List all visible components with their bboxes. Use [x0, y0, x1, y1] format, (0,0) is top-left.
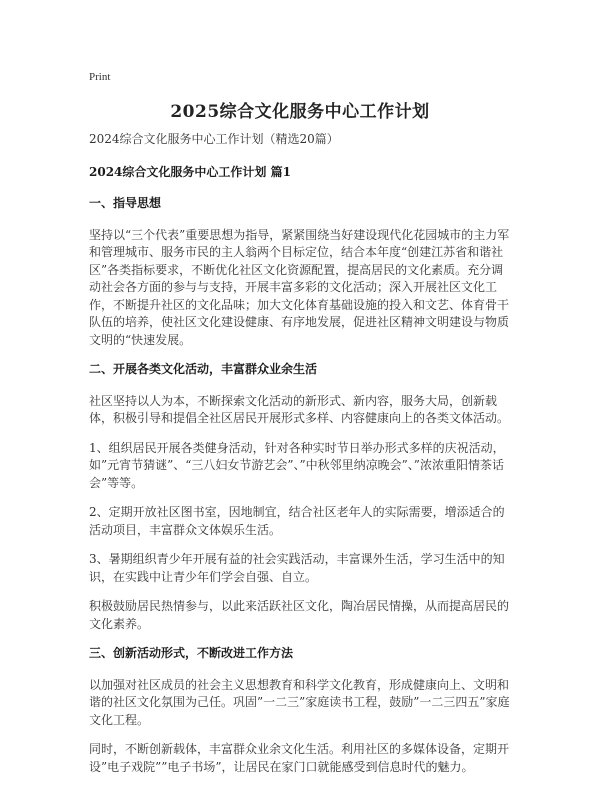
paragraph: 坚持以“三个代表”重要思想为指导，紧紧围绕当好建设现代化花园城市的主力军和管理城市、服务市民的主人翁两个目标定位，结合本年度“创建江苏省和谐社区”各类指标要求，不断优化社区文化资源配置，提高居民的文化素质。充分调动社会各方面的参与与支持，开展丰富多彩的文化活动；深入开展社区文化工作，不断提升社区的文化品味；加大文化体育基础设施的投入和文艺、体育骨干队伍的培养，使社区文化建设健康、有序地发展，促进社区精神文明建设与物质文明的“快速发展。	[89, 227, 510, 347]
paragraph: 同时，不断创新载体，丰富群众业余文化生活。利用社区的多媒体设备，定期开设”电子戏院””电子书场”，让居民在家门口就能感受到信息时代的魅力。	[89, 742, 510, 774]
paragraph: 1、组织居民开展各类健身活动，针对各种实时节日举办形式多样的庆祝活动，如”元宵节猜谜”、“三八妇女节游艺会”、”中秋邻里纳凉晚会”、”浓浓重阳情茶话会”等等。	[89, 440, 505, 490]
document-subtitle: 2024综合文化服务中心工作计划（精选20篇）	[89, 132, 339, 146]
document-title: 2025综合文化服务中心工作计划	[170, 102, 430, 122]
section-heading-guiding-ideology: 一、指导思想	[89, 196, 162, 210]
section-heading-innovate-methods: 三、创新活动形式，不断改进工作方法	[89, 646, 294, 660]
article-heading: 2024综合文化服务中心工作计划 篇1	[89, 164, 291, 179]
paragraph: 2、定期开放社区图书室，因地制宜，结合社区老年人的实际需要，增添适合的活动项目，丰富群众文体娱乐生活。	[89, 505, 505, 537]
document-content	[89, 131, 514, 788]
print-label: Print	[89, 71, 111, 83]
section-heading-cultural-activities: 二、开展各类文化活动，丰富群众业余生活	[89, 362, 318, 376]
paragraph: 社区坚持以人为本，不断探索文化活动的新形式、新内容，服务大局，创新载体，积极引导和提倡全社区居民开展形式多样、内容健康向上的各类文体活动。	[89, 393, 510, 425]
paragraph: 以加强对社区成员的社会主义思想教育和科学文化教育，形成健康向上、文明和谐的社区文化氛围为己任。巩固”一二三”家庭读书工程，鼓励”一二三四五”家庭文化工程。	[89, 677, 510, 727]
paragraph: 积极鼓励居民热情参与，以此来活跃社区文化，陶冶居民情操，从而提高居民的文化素养。	[89, 599, 510, 631]
paragraph: 3、暑期组织青少年开展有益的社会实践活动，丰富课外生活，学习生活中的知识，在实践中让青少年们学会自强、自立。	[89, 552, 505, 584]
